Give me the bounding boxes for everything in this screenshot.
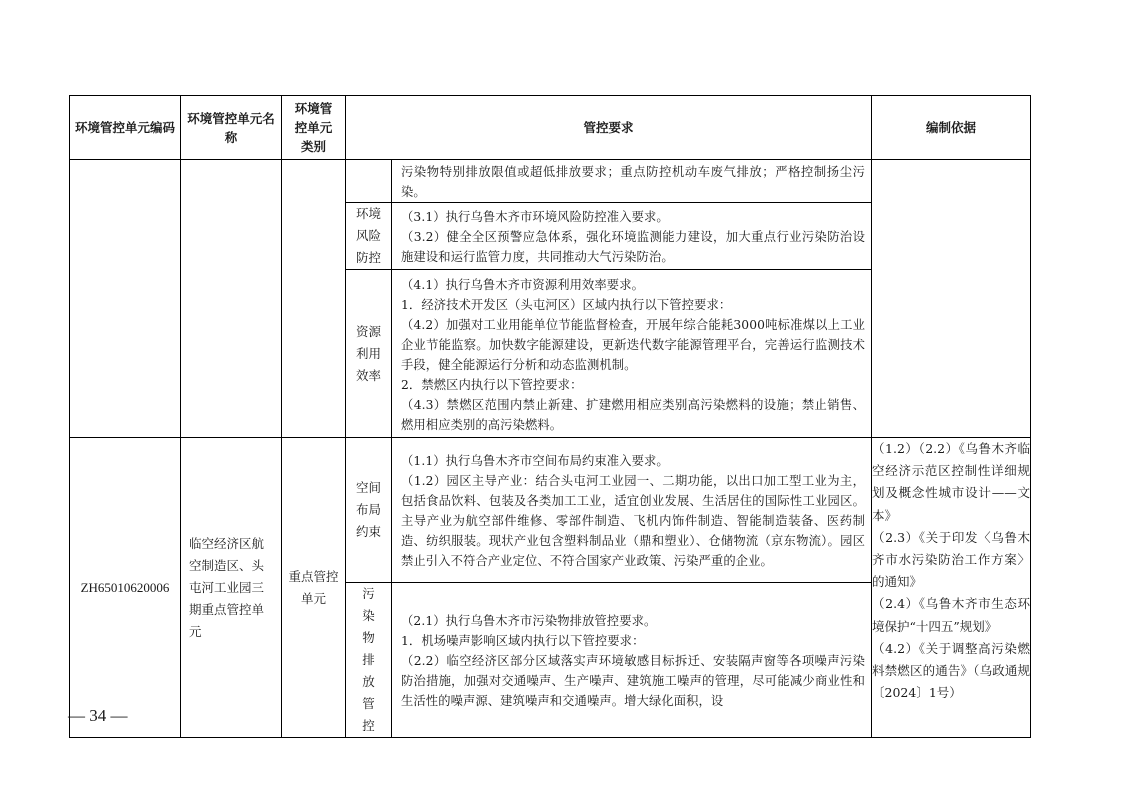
header-name: 环境管控单元名称 — [181, 96, 282, 160]
cell-basis-empty — [872, 160, 1031, 438]
pollution-tail-text: 污染物特别排放限值或超低排放要求；重点防控机动车废气排放；严格控制扬尘污染。 — [401, 165, 866, 199]
basis-item: （2.3）《关于印发〈乌鲁木齐市水污染防治工作方案〉的通知》 — [872, 529, 1031, 590]
cell-label-empty — [346, 160, 392, 203]
cell-code-empty — [70, 160, 181, 438]
basis-item: （4.2）《关于调整高污染燃料禁燃区的通告》（乌政通规〔2024〕1号） — [872, 640, 1031, 701]
basis-item: （2.4）《乌鲁木齐市生态环境保护“十四五”规划》 — [872, 596, 1031, 634]
risk-line: （3.2）健全全区预警应急体系，强化环境监测能力建设，加大重点行业污染防治设施建设和运行监管力度，共同推动大气污染防治。 — [401, 230, 866, 264]
table-row — [70, 160, 1031, 203]
cell-unit-code — [70, 438, 181, 738]
resource-lines — [392, 273, 871, 435]
cell-spatial-requirements — [392, 438, 872, 583]
pollution-line: 1．机场噪声影响区域内执行以下管控要求： — [401, 634, 645, 648]
unit-code: ZH65010620006 — [80, 579, 170, 595]
header-requirements: 管控要求 — [346, 96, 872, 160]
unit-name: 临空经济区航空制造区、头屯河工业园三期重点管控单元 — [189, 535, 265, 639]
cell-spatial-label: 空间布局约束 — [346, 438, 392, 583]
cell-risk-requirements — [392, 203, 872, 270]
cell-basis — [872, 438, 1031, 738]
control-requirements-table — [69, 95, 1031, 738]
header-row — [70, 96, 1031, 160]
header-category: 环境管控单元类别 — [282, 96, 346, 160]
cell-unit-name — [181, 438, 282, 738]
cell-pollution-label: 污染物排放管控 — [346, 583, 392, 738]
resource-line: 1．经济技术开发区（头屯河区）区域内执行以下管控要求： — [401, 297, 732, 312]
cell-resource-label: 资源利用效率 — [346, 270, 392, 438]
cell-name-empty — [181, 160, 282, 438]
unit-category: 重点管控单元 — [288, 568, 339, 606]
resource-line: （4.2）加强对工业用能单位节能监督检查，开展年综合能耗3000吨标准煤以上工业企业节能监察。加快数字能源建设，更新迭代数字能源管理平台，完善运行监测技术手段，健全能源运行分析和动态监测机制。 — [401, 317, 866, 372]
resource-line: （4.1）执行乌鲁木齐市资源利用效率要求。 — [401, 277, 645, 292]
cell-pollution-requirements — [392, 583, 872, 738]
cell-category-empty — [282, 160, 346, 438]
header-basis: 编制依据 — [872, 96, 1031, 160]
pollution-line: （2.2）临空经济区部分区域落实声环境敏感目标拆迁、安装隔声窗等各项噪声污染防治措施，加强对交通噪声、生产噪声、建筑施工噪声的管理，尽可能减少商业性和生活性的噪声源、建筑噪声和交通噪声。增大绿化面积，设 — [401, 654, 866, 708]
table-row — [70, 438, 1031, 583]
pollution-lines — [392, 609, 871, 711]
risk-lines — [392, 205, 871, 267]
page-number: — 34 — — [68, 706, 128, 725]
spatial-line: （1.2）园区主导产业：结合头屯河工业园一、二期功能，以出口加工型工业为主，包括食品饮料、包装及各类加工工业，适宜创业发展、生活居住的国际性工业园区。主导产业为航空部件维修、零部件制造、飞机内饰件制造、智能制造装备、医药制造、纺织服装。现状产业包含塑料制品业（鼎和塑业）、仓储物流（京东物流）。园区禁止引入不符合产业定位、不符合国家产业政策、污染严重的企业。 — [401, 474, 866, 568]
basis-item: （1.2）（2.2）《乌鲁木齐临空经济示范区控制性详细规划及概念性城市设计——文本》 — [872, 441, 1031, 523]
resource-line: （4.3）禁燃区范围内禁止新建、扩建燃用相应类别高污染燃料的设施；禁止销售、燃用相应类别的高污染燃料。 — [401, 397, 866, 432]
cell-unit-category — [282, 438, 346, 738]
pollution-line: （2.1）执行乌鲁木齐市污染物排放管控要求。 — [401, 614, 657, 628]
cell-pollution-tail — [392, 160, 872, 203]
spatial-line: （1.1）执行乌鲁木齐市空间布局约束准入要求。 — [401, 454, 669, 468]
resource-line: 2．禁燃区内执行以下管控要求： — [401, 377, 583, 392]
header-code: 环境管控单元编码 — [70, 96, 181, 160]
cell-resource-requirements — [392, 270, 872, 438]
spatial-lines — [392, 449, 871, 571]
risk-line: （3.1）执行乌鲁木齐市环境风险防控准入要求。 — [401, 210, 669, 224]
cell-risk-label: 环境风险防控 — [346, 203, 392, 270]
